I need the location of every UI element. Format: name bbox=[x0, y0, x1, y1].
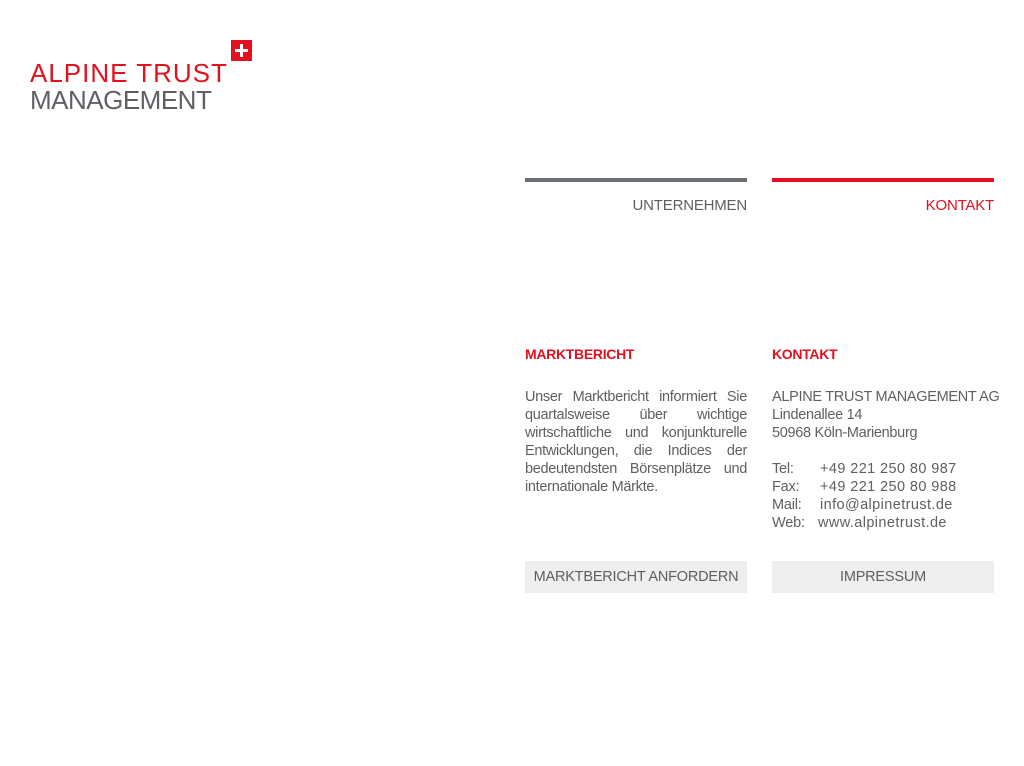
nav-item-kontakt[interactable] bbox=[772, 178, 994, 218]
contact-details bbox=[772, 460, 994, 532]
marktbericht-text: Unser Marktbericht informiert Sie quartalsweise über wichtige wirtschaftliche und konjunkturelle Entwicklungen, die Indices der bedeutendsten Börsenplätze und internationale Märkte. bbox=[525, 389, 747, 495]
kontakt-heading: KONTAKT bbox=[772, 346, 838, 362]
marktbericht-heading: MARKTBERICHT bbox=[525, 346, 635, 362]
fax-row bbox=[772, 478, 994, 496]
logo-text-management: MANAGEMENT bbox=[30, 85, 212, 115]
mail-label: Mail: bbox=[772, 497, 802, 513]
nav-bar-gray bbox=[525, 178, 747, 182]
swiss-cross-icon bbox=[231, 40, 252, 61]
company-name: ALPINE TRUST MANAGEMENT AG bbox=[772, 389, 1000, 405]
nav-bar-red bbox=[772, 178, 994, 182]
phone-value[interactable]: +49 221 250 80 987 bbox=[820, 461, 957, 477]
fax-value: +49 221 250 80 988 bbox=[820, 479, 957, 495]
kontakt-section bbox=[772, 345, 1000, 532]
street-address: Lindenallee 14 bbox=[772, 407, 863, 423]
web-link[interactable]: www.alpinetrust.de bbox=[818, 515, 947, 531]
mail-link[interactable]: info@alpinetrust.de bbox=[820, 497, 953, 513]
company-logo[interactable] bbox=[30, 40, 260, 115]
impressum-button[interactable]: IMPRESSUM bbox=[772, 561, 994, 593]
phone-label: Tel: bbox=[772, 461, 794, 477]
marktbericht-section bbox=[525, 345, 747, 496]
phone-row bbox=[772, 460, 994, 478]
mail-row bbox=[772, 496, 994, 514]
nav-label-unternehmen: UNTERNEHMEN bbox=[632, 197, 747, 214]
logo-text-alpine-trust: ALPINE TRUST bbox=[30, 58, 228, 88]
nav-item-unternehmen[interactable] bbox=[525, 178, 747, 218]
city-address: 50968 Köln-Marienburg bbox=[772, 425, 918, 441]
web-label: Web: bbox=[772, 515, 805, 531]
nav-label-kontakt: KONTAKT bbox=[925, 197, 994, 214]
address-block bbox=[772, 388, 1000, 442]
fax-label: Fax: bbox=[772, 479, 800, 495]
marktbericht-anfordern-button[interactable]: MARKTBERICHT ANFORDERN bbox=[525, 561, 747, 593]
web-row bbox=[772, 514, 994, 532]
